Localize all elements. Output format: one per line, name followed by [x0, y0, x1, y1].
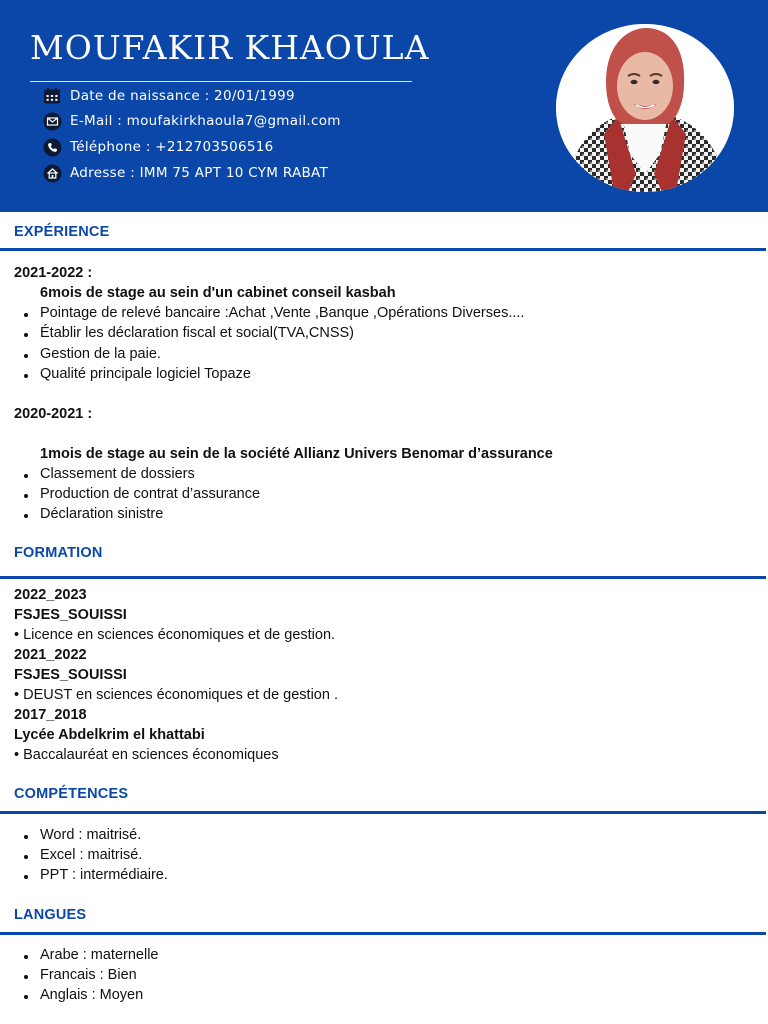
formation-years: 2021_2022 [14, 647, 87, 663]
phone-icon [42, 137, 62, 157]
home-icon [42, 163, 62, 183]
section-title-competences: COMPÉTENCES [14, 786, 129, 802]
profile-photo [556, 24, 734, 192]
list-item: Excel : maitrisé. [24, 847, 142, 863]
calendar-icon [42, 86, 62, 106]
list-item: Classement de dossiers [24, 466, 195, 482]
list-item: Word : maitrisé. [24, 827, 141, 843]
contact-birthdate: Date de naissance : 20/01/1999 [42, 85, 295, 107]
formation-school: FSJES_SOUISSI [14, 667, 127, 683]
name-divider [30, 81, 412, 82]
formation-school: FSJES_SOUISSI [14, 607, 127, 623]
section-divider [0, 932, 766, 935]
formation-years: 2022_2023 [14, 587, 87, 603]
list-item: Production de contrat d’assurance [24, 486, 260, 502]
formation-years: 2017_2018 [14, 707, 87, 723]
list-item: Qualité principale logiciel Topaze [24, 366, 251, 382]
section-title-formation: FORMATION [14, 545, 103, 561]
contact-email: E-Mail : moufakirkhaoula7@gmail.com [42, 110, 341, 132]
mail-icon [42, 111, 62, 131]
list-item: PPT : intermédiaire. [24, 867, 168, 883]
experience-period: 2021-2022 : [14, 265, 93, 281]
list-item: Arabe : maternelle [24, 947, 158, 963]
list-item: Déclaration sinistre [24, 506, 163, 522]
section-divider [0, 811, 766, 814]
formation-degree: • Licence en sciences économiques et de gestion. [14, 627, 336, 643]
list-item: Gestion de la paie. [24, 346, 161, 362]
contact-phone: Téléphone : +212703506516 [42, 136, 274, 158]
formation-school: Lycée Abdelkrim el khattabi [14, 727, 205, 743]
candidate-name: MOUFAKIR KHAOULA [30, 28, 430, 67]
formation-degree: • DEUST en sciences économiques et de gestion . [14, 687, 338, 703]
section-divider [0, 248, 766, 251]
section-divider [0, 576, 766, 579]
section-title-experience: EXPÉRIENCE [14, 224, 110, 240]
list-item: Francais : Bien [24, 967, 137, 983]
experience-role: 6mois de stage au sein d'un cabinet conseil kasbah [40, 285, 396, 301]
experience-role: 1mois de stage au sein de la société Allianz Univers Benomar d’assurance [40, 446, 553, 462]
header-banner [0, 0, 768, 212]
section-title-langues: LANGUES [14, 907, 87, 923]
list-item: Établir les déclaration fiscal et social(TVA,CNSS) [24, 325, 354, 341]
experience-period: 2020-2021 : [14, 406, 93, 422]
list-item: Anglais : Moyen [24, 987, 143, 1003]
formation-degree: • Baccalauréat en sciences économiques [14, 747, 279, 763]
list-item: Pointage de relevé bancaire :Achat ,Vente ,Banque ,Opérations Diverses.... [24, 305, 524, 321]
contact-address: Adresse : IMM 75 APT 10 CYM RABAT [42, 162, 328, 184]
